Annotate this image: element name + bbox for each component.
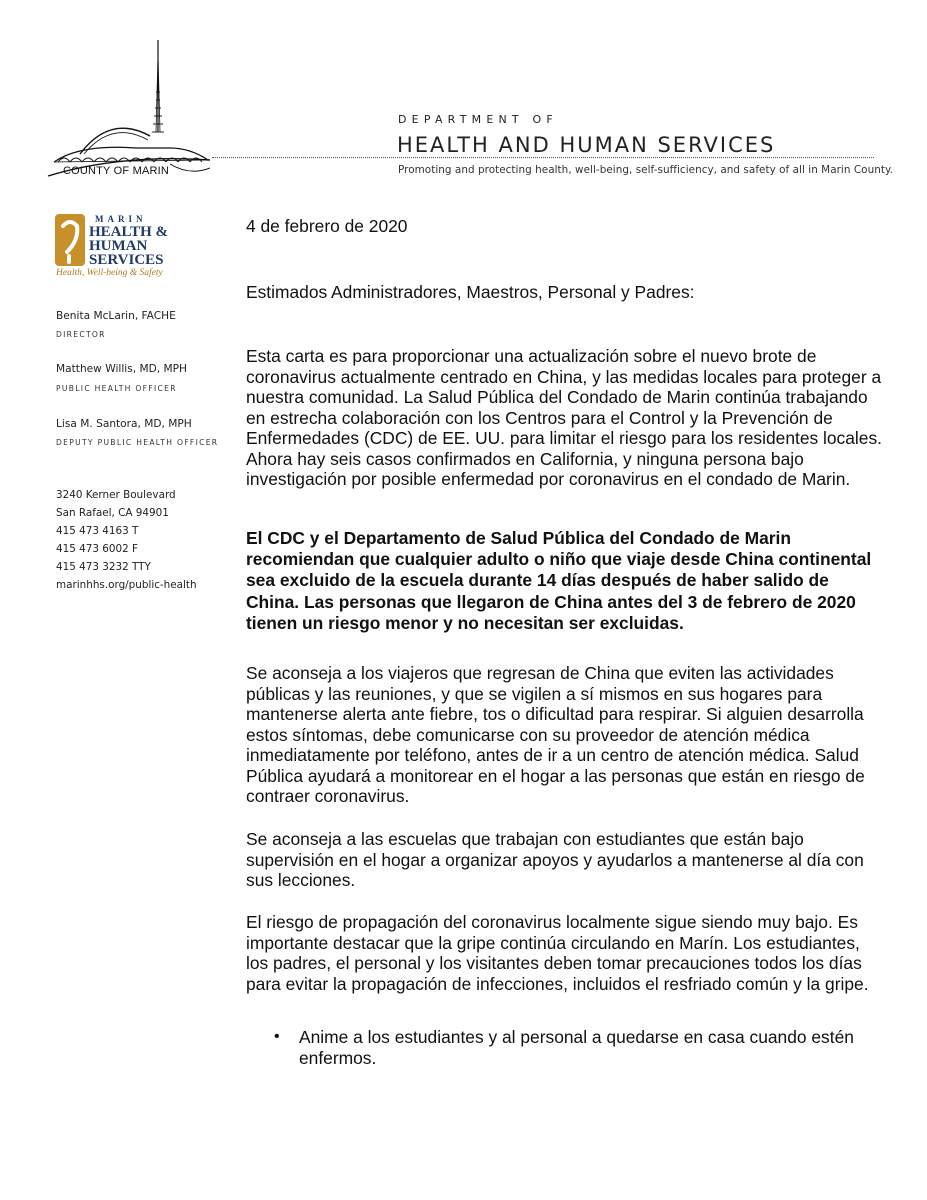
letter-paragraph-4: Se aconseja a las escuelas que trabajan con estudiantes que están bajo supervisión en el hogar a organizar apoyos y ayudarlos a mantenerse al día con sus lecciones. (246, 829, 864, 890)
letter-paragraph-2-bold: El CDC y el Departamento de Salud Pública del Condado de Marin recomiendan que cualquier adulto o niño que viaje desde China continental sea excluido de la escuela durante 14 días después de haber salido de China. Las personas que llegaron de China antes del 3 de febrero de 2020 tienen un riesgo menor y no necesitan ser excluidas. (246, 528, 872, 633)
address-fax: 415 473 6002 F (56, 543, 138, 555)
staff-title-director: DIRECTOR (56, 330, 106, 339)
staff-title-health-officer: PUBLIC HEALTH OFFICER (56, 384, 177, 393)
hhs-logo-tagline: Health, Well-being & Safety (56, 268, 163, 278)
staff-name-deputy-officer: Lisa M. Santora, MD, MPH (56, 418, 192, 430)
letter-paragraph-5: El riesgo de propagación del coronavirus localmente sigue siendo muy bajo. Es importante destacar que la gripe continúa circulando en Marín. Los estudiantes, los padres, el personal y los visitantes deben tomar precauciones todos los días para evitar la propagación de infecciones, incluidos el resfriado común y la gripe. (246, 912, 869, 994)
address-city: San Rafael, CA 94901 (56, 507, 169, 519)
address-tty: 415 473 3232 TTY (56, 561, 151, 573)
staff-name-director: Benita McLarin, FACHE (56, 310, 176, 322)
letter-salutation: Estimados Administradores, Maestros, Personal y Padres: (246, 282, 695, 302)
county-civic-center-logo (40, 36, 210, 186)
list-item: Anime a los estudiantes y al personal a quedarse en casa cuando estén enfermos. (299, 1027, 854, 1068)
department-of-label: DEPARTMENT OF (398, 113, 558, 126)
logo-services-text: SERVICES (89, 252, 164, 268)
bullet-icon: • (274, 1028, 280, 1045)
logo-marin-text: MARIN (95, 214, 147, 224)
letter-date: 4 de febrero de 2020 (246, 216, 408, 236)
header-divider (212, 157, 874, 158)
letter-paragraph-3: Se aconseja a los viajeros que regresan de China que eviten las actividades públicas y las reuniones, y que se vigilen a sí mismos en sus hogares para mantenerse alerta ante fiebre, tos o dificultad para respirar. Si alguien desarrolla estos síntomas, debe comunicarse con su proveedor de atención médica inmediatamente por teléfono, antes de ir a un centro de atención médica. Salud Pública ayudará a monitorear en el hogar a las personas que están en riesgo de contraer coronavirus. (246, 663, 865, 806)
logo-health-text: HEALTH & (89, 224, 169, 240)
county-name: COUNTY OF MARIN (62, 165, 170, 177)
department-tagline: Promoting and protecting health, well-being, self-sufficiency, and safety of all in Marin County. (398, 164, 894, 176)
staff-title-deputy-officer: DEPUTY PUBLIC HEALTH OFFICER (56, 438, 219, 447)
letter-paragraph-1: Esta carta es para proporcionar una actualización sobre el nuevo brote de coronavirus actualmente centrado en China, y las medidas locales para proteger a nuestra comunidad. La Salud Pública del Condado de Marin continúa trabajando en estrecha colaboración con los Centros para el Control y la Prevención de Enfermedades (CDC) de EE. UU. para limitar el riesgo para los residentes locales. Ahora hay seis casos confirmados en California, y ninguna persona bajo investigación por posible enfermedad por coronavirus en el condado de Marin. (246, 346, 882, 489)
address-phone: 415 473 4163 T (56, 525, 139, 537)
address-street: 3240 Kerner Boulevard (56, 489, 176, 501)
staff-name-health-officer: Matthew Willis, MD, MPH (56, 363, 187, 375)
address-website: marinhhs.org/public-health (56, 579, 197, 591)
logo-human-text: HUMAN (89, 238, 148, 254)
department-name: HEALTH AND HUMAN SERVICES (397, 133, 776, 157)
